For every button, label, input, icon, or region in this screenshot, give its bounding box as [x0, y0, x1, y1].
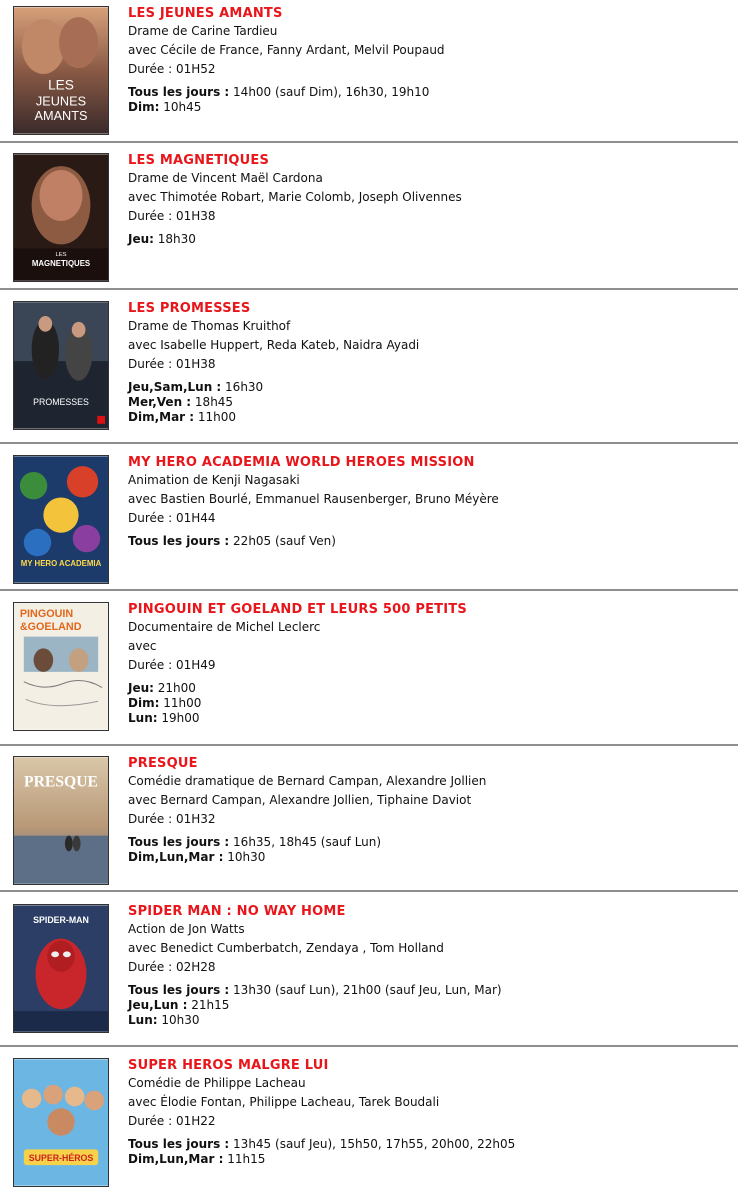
- poster-image: [14, 1059, 108, 1186]
- schedule-times: 10h30: [227, 850, 266, 864]
- schedule-row: [128, 681, 738, 696]
- movie-poster[interactable]: [13, 904, 109, 1033]
- schedule-row: [128, 998, 738, 1013]
- schedule-days: Jeu,Sam,Lun :: [128, 380, 222, 394]
- movie-info: [128, 904, 738, 1028]
- svg-text:PRESQUE: PRESQUE: [24, 773, 98, 791]
- movie-schedule: [128, 835, 738, 865]
- schedule-times: 10h30: [161, 1013, 200, 1027]
- schedule-row: [128, 410, 738, 425]
- poster-image: [14, 757, 108, 884]
- movie-duration: Durée : 01H49: [128, 658, 216, 672]
- movie-cast: avec Bernard Campan, Alexandre Jollien, Tiphaine Daviot: [128, 793, 472, 807]
- svg-text:JEUNES: JEUNES: [35, 93, 87, 109]
- movie-item: [0, 1058, 738, 1191]
- schedule-days: Tous les jours :: [128, 1137, 230, 1151]
- movie-info: [128, 455, 738, 549]
- schedule-days: Jeu:: [128, 681, 154, 695]
- movie-cast: avec Cécile de France, Fanny Ardant, Melvil Poupaud: [128, 43, 445, 57]
- movie-genre: Comédie dramatique de Bernard Campan, Alexandre Jollien: [128, 774, 487, 788]
- movie-cast: avec: [128, 639, 157, 653]
- movie-poster[interactable]: [13, 1058, 109, 1187]
- svg-text:LES: LES: [48, 77, 74, 93]
- movie-duration: Durée : 02H28: [128, 960, 216, 974]
- movie-schedule: [128, 1137, 738, 1167]
- movie-info: [128, 756, 738, 865]
- poster-image: [14, 905, 108, 1032]
- schedule-row: [128, 534, 738, 549]
- svg-text:&GOELAND: &GOELAND: [19, 620, 82, 633]
- movie-genre: Animation de Kenji Nagasaki: [128, 473, 300, 487]
- schedule-times: 18h30: [157, 232, 196, 246]
- poster-image: [14, 456, 108, 583]
- svg-text:SPIDER-MAN: SPIDER-MAN: [33, 914, 89, 925]
- schedule-row: [128, 100, 738, 115]
- movie-poster[interactable]: [13, 153, 109, 282]
- movie-poster[interactable]: [13, 455, 109, 584]
- svg-text:PINGOUIN: PINGOUIN: [19, 608, 74, 621]
- movie-genre: Drame de Vincent Maël Cardona: [128, 171, 323, 185]
- schedule-times: 13h30 (sauf Lun), 21h00 (sauf Jeu, Lun, Mar): [233, 983, 502, 997]
- movie-info: [128, 153, 738, 247]
- schedule-times: 13h45 (sauf Jeu), 15h50, 17h55, 20h00, 22h05: [233, 1137, 516, 1151]
- movie-poster[interactable]: [13, 301, 109, 430]
- movie-genre: Action de Jon Watts: [128, 922, 245, 936]
- schedule-row: [128, 696, 738, 711]
- movie-item: [0, 756, 738, 892]
- schedule-days: Tous les jours :: [128, 85, 230, 99]
- schedule-row: [128, 1152, 738, 1167]
- schedule-times: 11h15: [227, 1152, 266, 1166]
- schedule-times: 11h00: [163, 696, 202, 710]
- schedule-days: Jeu:: [128, 232, 154, 246]
- movie-info: [128, 6, 738, 115]
- movie-poster[interactable]: [13, 756, 109, 885]
- poster-image: [14, 302, 108, 429]
- schedule-row: [128, 711, 738, 726]
- schedule-row: [128, 835, 738, 850]
- schedule-row: [128, 850, 738, 865]
- movie-schedule: [128, 85, 738, 115]
- movie-poster[interactable]: [13, 602, 109, 731]
- movie-cast: avec Bastien Bourlé, Emmanuel Rausenberger, Bruno Méyère: [128, 492, 499, 506]
- schedule-days: Dim:: [128, 696, 160, 710]
- movie-schedule: [128, 232, 738, 247]
- schedule-days: Dim,Lun,Mar :: [128, 1152, 224, 1166]
- movie-poster[interactable]: [13, 6, 109, 135]
- movie-item: [0, 455, 738, 591]
- movie-schedule: [128, 681, 738, 726]
- movie-duration: Durée : 01H22: [128, 1114, 216, 1128]
- schedule-times: 22h05 (sauf Ven): [233, 534, 336, 548]
- movie-duration: Durée : 01H44: [128, 511, 216, 525]
- svg-text:MAGNETIQUES: MAGNETIQUES: [31, 258, 91, 268]
- movie-item: [0, 6, 738, 143]
- poster-image: [14, 154, 108, 281]
- movie-schedule: [128, 983, 738, 1028]
- movie-title[interactable]: PRESQUE: [128, 756, 198, 771]
- schedule-row: [128, 395, 738, 410]
- movie-schedule: [128, 380, 738, 425]
- movie-genre: Drame de Thomas Kruithof: [128, 319, 291, 333]
- movie-schedule: [128, 534, 738, 549]
- movie-item: [0, 602, 738, 746]
- movie-info: [128, 301, 738, 425]
- movie-genre: Drame de Carine Tardieu: [128, 24, 278, 38]
- movie-genre: Comédie de Philippe Lacheau: [128, 1076, 306, 1090]
- poster-image: [14, 603, 108, 730]
- movie-title[interactable]: LES PROMESSES: [128, 301, 251, 316]
- schedule-row: [128, 380, 738, 395]
- schedule-row: [128, 1137, 738, 1152]
- schedule-days: Mer,Ven :: [128, 395, 192, 409]
- movie-cast: avec Isabelle Huppert, Reda Kateb, Naidra Ayadi: [128, 338, 420, 352]
- movie-cast: avec Élodie Fontan, Philippe Lacheau, Tarek Boudali: [128, 1095, 440, 1109]
- schedule-days: Dim,Mar :: [128, 410, 195, 424]
- poster-image: [14, 7, 108, 134]
- movie-title[interactable]: LES MAGNETIQUES: [128, 153, 270, 168]
- movie-title[interactable]: PINGOUIN ET GOELAND ET LEURS 500 PETITS: [128, 602, 467, 617]
- schedule-days: Lun:: [128, 711, 158, 725]
- movie-duration: Durée : 01H52: [128, 62, 216, 76]
- schedule-row: [128, 85, 738, 100]
- svg-text:AMANTS: AMANTS: [34, 107, 88, 123]
- movie-genre: Documentaire de Michel Leclerc: [128, 620, 321, 634]
- movie-item: [0, 301, 738, 444]
- svg-text:SUPER-HÉROS: SUPER-HÉROS: [28, 1153, 94, 1164]
- movie-duration: Durée : 01H32: [128, 812, 216, 826]
- movie-duration: Durée : 01H38: [128, 209, 216, 223]
- schedule-row: [128, 1013, 738, 1028]
- movie-title[interactable]: MY HERO ACADEMIA WORLD HEROES MISSION: [128, 455, 475, 470]
- schedule-row: [128, 232, 738, 247]
- schedule-days: Tous les jours :: [128, 983, 230, 997]
- schedule-days: Tous les jours :: [128, 534, 230, 548]
- schedule-days: Lun:: [128, 1013, 158, 1027]
- schedule-times: 18h45: [194, 395, 234, 409]
- schedule-times: 16h35, 18h45 (sauf Lun): [233, 835, 382, 849]
- movie-info: [128, 1058, 738, 1167]
- schedule-days: Dim:: [128, 100, 160, 114]
- schedule-times: 21h00: [157, 681, 196, 695]
- movie-cast: avec Thimotée Robart, Marie Colomb, Joseph Olivennes: [128, 190, 462, 204]
- svg-text:LES: LES: [55, 252, 67, 259]
- movie-duration: Durée : 01H38: [128, 357, 216, 371]
- movie-item: [0, 153, 738, 290]
- schedule-days: Tous les jours :: [128, 835, 230, 849]
- schedule-times: 14h00 (sauf Dim), 16h30, 19h10: [233, 85, 430, 99]
- movie-info: [128, 602, 738, 726]
- schedule-times: 19h00: [161, 711, 200, 725]
- schedule-times: 16h30: [225, 380, 264, 394]
- schedule-times: 11h00: [197, 410, 237, 424]
- svg-text:MY HERO ACADEMIA: MY HERO ACADEMIA: [20, 559, 102, 569]
- movie-item: [0, 904, 738, 1047]
- schedule-times: 21h15: [191, 998, 230, 1012]
- schedule-days: Jeu,Lun :: [128, 998, 188, 1012]
- schedule-days: Dim,Lun,Mar :: [128, 850, 224, 864]
- movie-title[interactable]: SUPER HEROS MALGRE LUI: [128, 1058, 329, 1073]
- svg-text:PROMESSES: PROMESSES: [33, 397, 89, 408]
- schedule-row: [128, 983, 738, 998]
- movie-title[interactable]: SPIDER MAN : NO WAY HOME: [128, 904, 346, 919]
- schedule-times: 10h45: [163, 100, 202, 114]
- movie-cast: avec Benedict Cumberbatch, Zendaya , Tom Holland: [128, 941, 444, 955]
- movie-title[interactable]: LES JEUNES AMANTS: [128, 6, 283, 21]
